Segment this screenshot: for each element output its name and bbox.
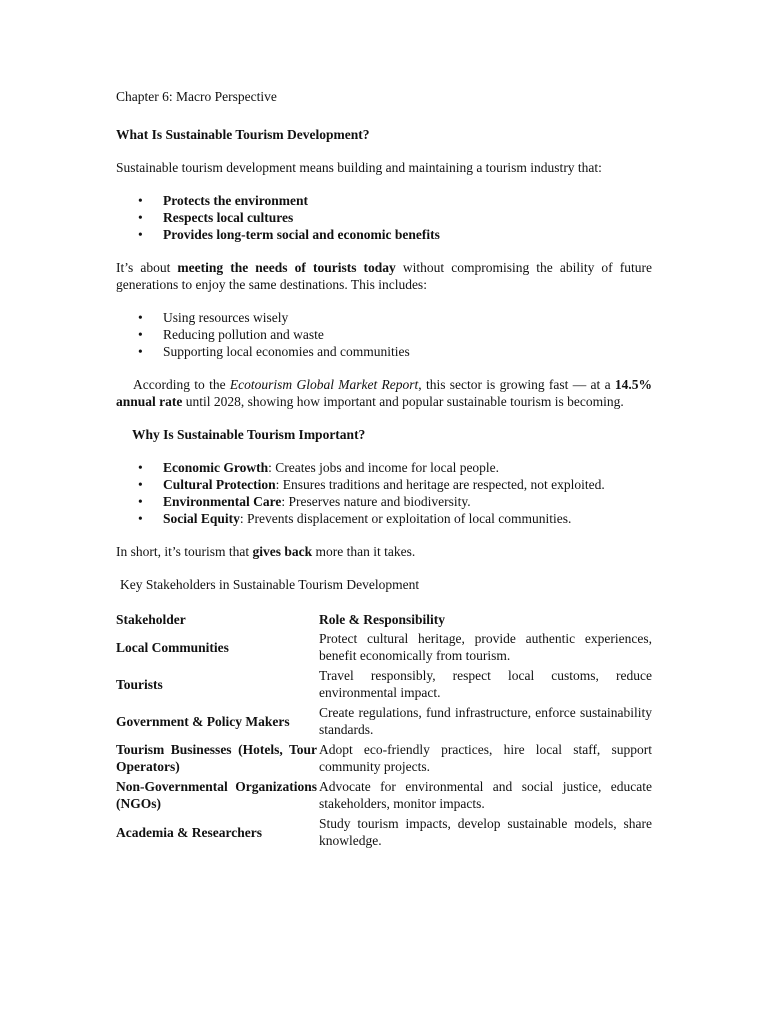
chapter-title: Chapter 6: Macro Perspective [116, 89, 277, 104]
table-row [116, 704, 652, 741]
table-header-cell: Role & Responsibility [319, 612, 446, 627]
list-item: • Social Equity: Prevents displacement or exploitation of local communities. [116, 510, 652, 527]
table-row [116, 815, 652, 852]
stakeholder-cell: Government & Policy Makers [116, 713, 290, 729]
intro-paragraph: Sustainable tourism development means building and maintaining a tourism industry that: [116, 160, 602, 175]
includes-list [116, 309, 652, 360]
summary-paragraph: In short, it’s tourism that gives back more than it takes. [116, 544, 416, 559]
needs-paragraph: It’s about meeting the needs of tourists today without compromising the ability of future generations to enjoy the same destinations. This includes: [116, 260, 652, 292]
list-item: • Reducing pollution and waste [116, 326, 652, 343]
table-row [116, 741, 652, 778]
market-report-paragraph: According to the Ecotourism Global Market Report, this sector is growing fast — at a 14.5% annual rate until 2028, showing how important and popular sustainable tourism is becoming. [116, 377, 652, 409]
list-item: • Economic Growth: Creates jobs and income for local people. [116, 459, 652, 476]
section-heading-why-important: Why Is Sustainable Tourism Important? [132, 427, 366, 442]
list-item: • Using resources wisely [116, 309, 652, 326]
table-row [116, 630, 652, 667]
role-cell: Travel responsibly, respect local customs, reduce environmental impact. [319, 668, 652, 700]
table-row [116, 778, 652, 815]
table-header-cell: Stakeholder [116, 612, 186, 627]
list-item: • Supporting local economies and communities [116, 343, 652, 360]
role-cell: Study tourism impacts, develop sustainable models, share knowledge. [319, 816, 652, 848]
stakeholder-cell: Tourism Businesses (Hotels, Tour Operators) [116, 742, 317, 774]
list-item: • Environmental Care: Preserves nature and biodiversity. [116, 493, 652, 510]
table-title: Key Stakeholders in Sustainable Tourism Development [120, 577, 420, 592]
list-item: • Provides long-term social and economic benefits [116, 226, 652, 243]
role-cell: Create regulations, fund infrastructure, enforce sustainability standards. [319, 705, 652, 737]
stakeholder-cell: Non-Governmental Organizations (NGOs) [116, 779, 317, 811]
role-cell: Protect cultural heritage, provide authentic experiences, benefit economically from tourism. [319, 631, 652, 663]
table-header-row [116, 611, 652, 630]
importance-list [116, 459, 652, 527]
role-cell: Advocate for environmental and social justice, educate stakeholders, monitor impacts. [319, 779, 652, 811]
stakeholder-cell: Local Communities [116, 639, 229, 655]
stakeholder-cell: Tourists [116, 676, 163, 692]
role-cell: Adopt eco-friendly practices, hire local staff, support community projects. [319, 742, 652, 774]
stakeholder-table [116, 611, 652, 852]
section-heading-what-is: What Is Sustainable Tourism Development? [116, 127, 370, 142]
benefits-list [116, 192, 652, 243]
table-row [116, 667, 652, 704]
list-item: • Protects the environment [116, 192, 652, 209]
stakeholder-cell: Academia & Researchers [116, 824, 262, 840]
document-page [116, 88, 652, 852]
list-item: • Respects local cultures [116, 209, 652, 226]
list-item: • Cultural Protection: Ensures traditions and heritage are respected, not exploited. [116, 476, 652, 493]
